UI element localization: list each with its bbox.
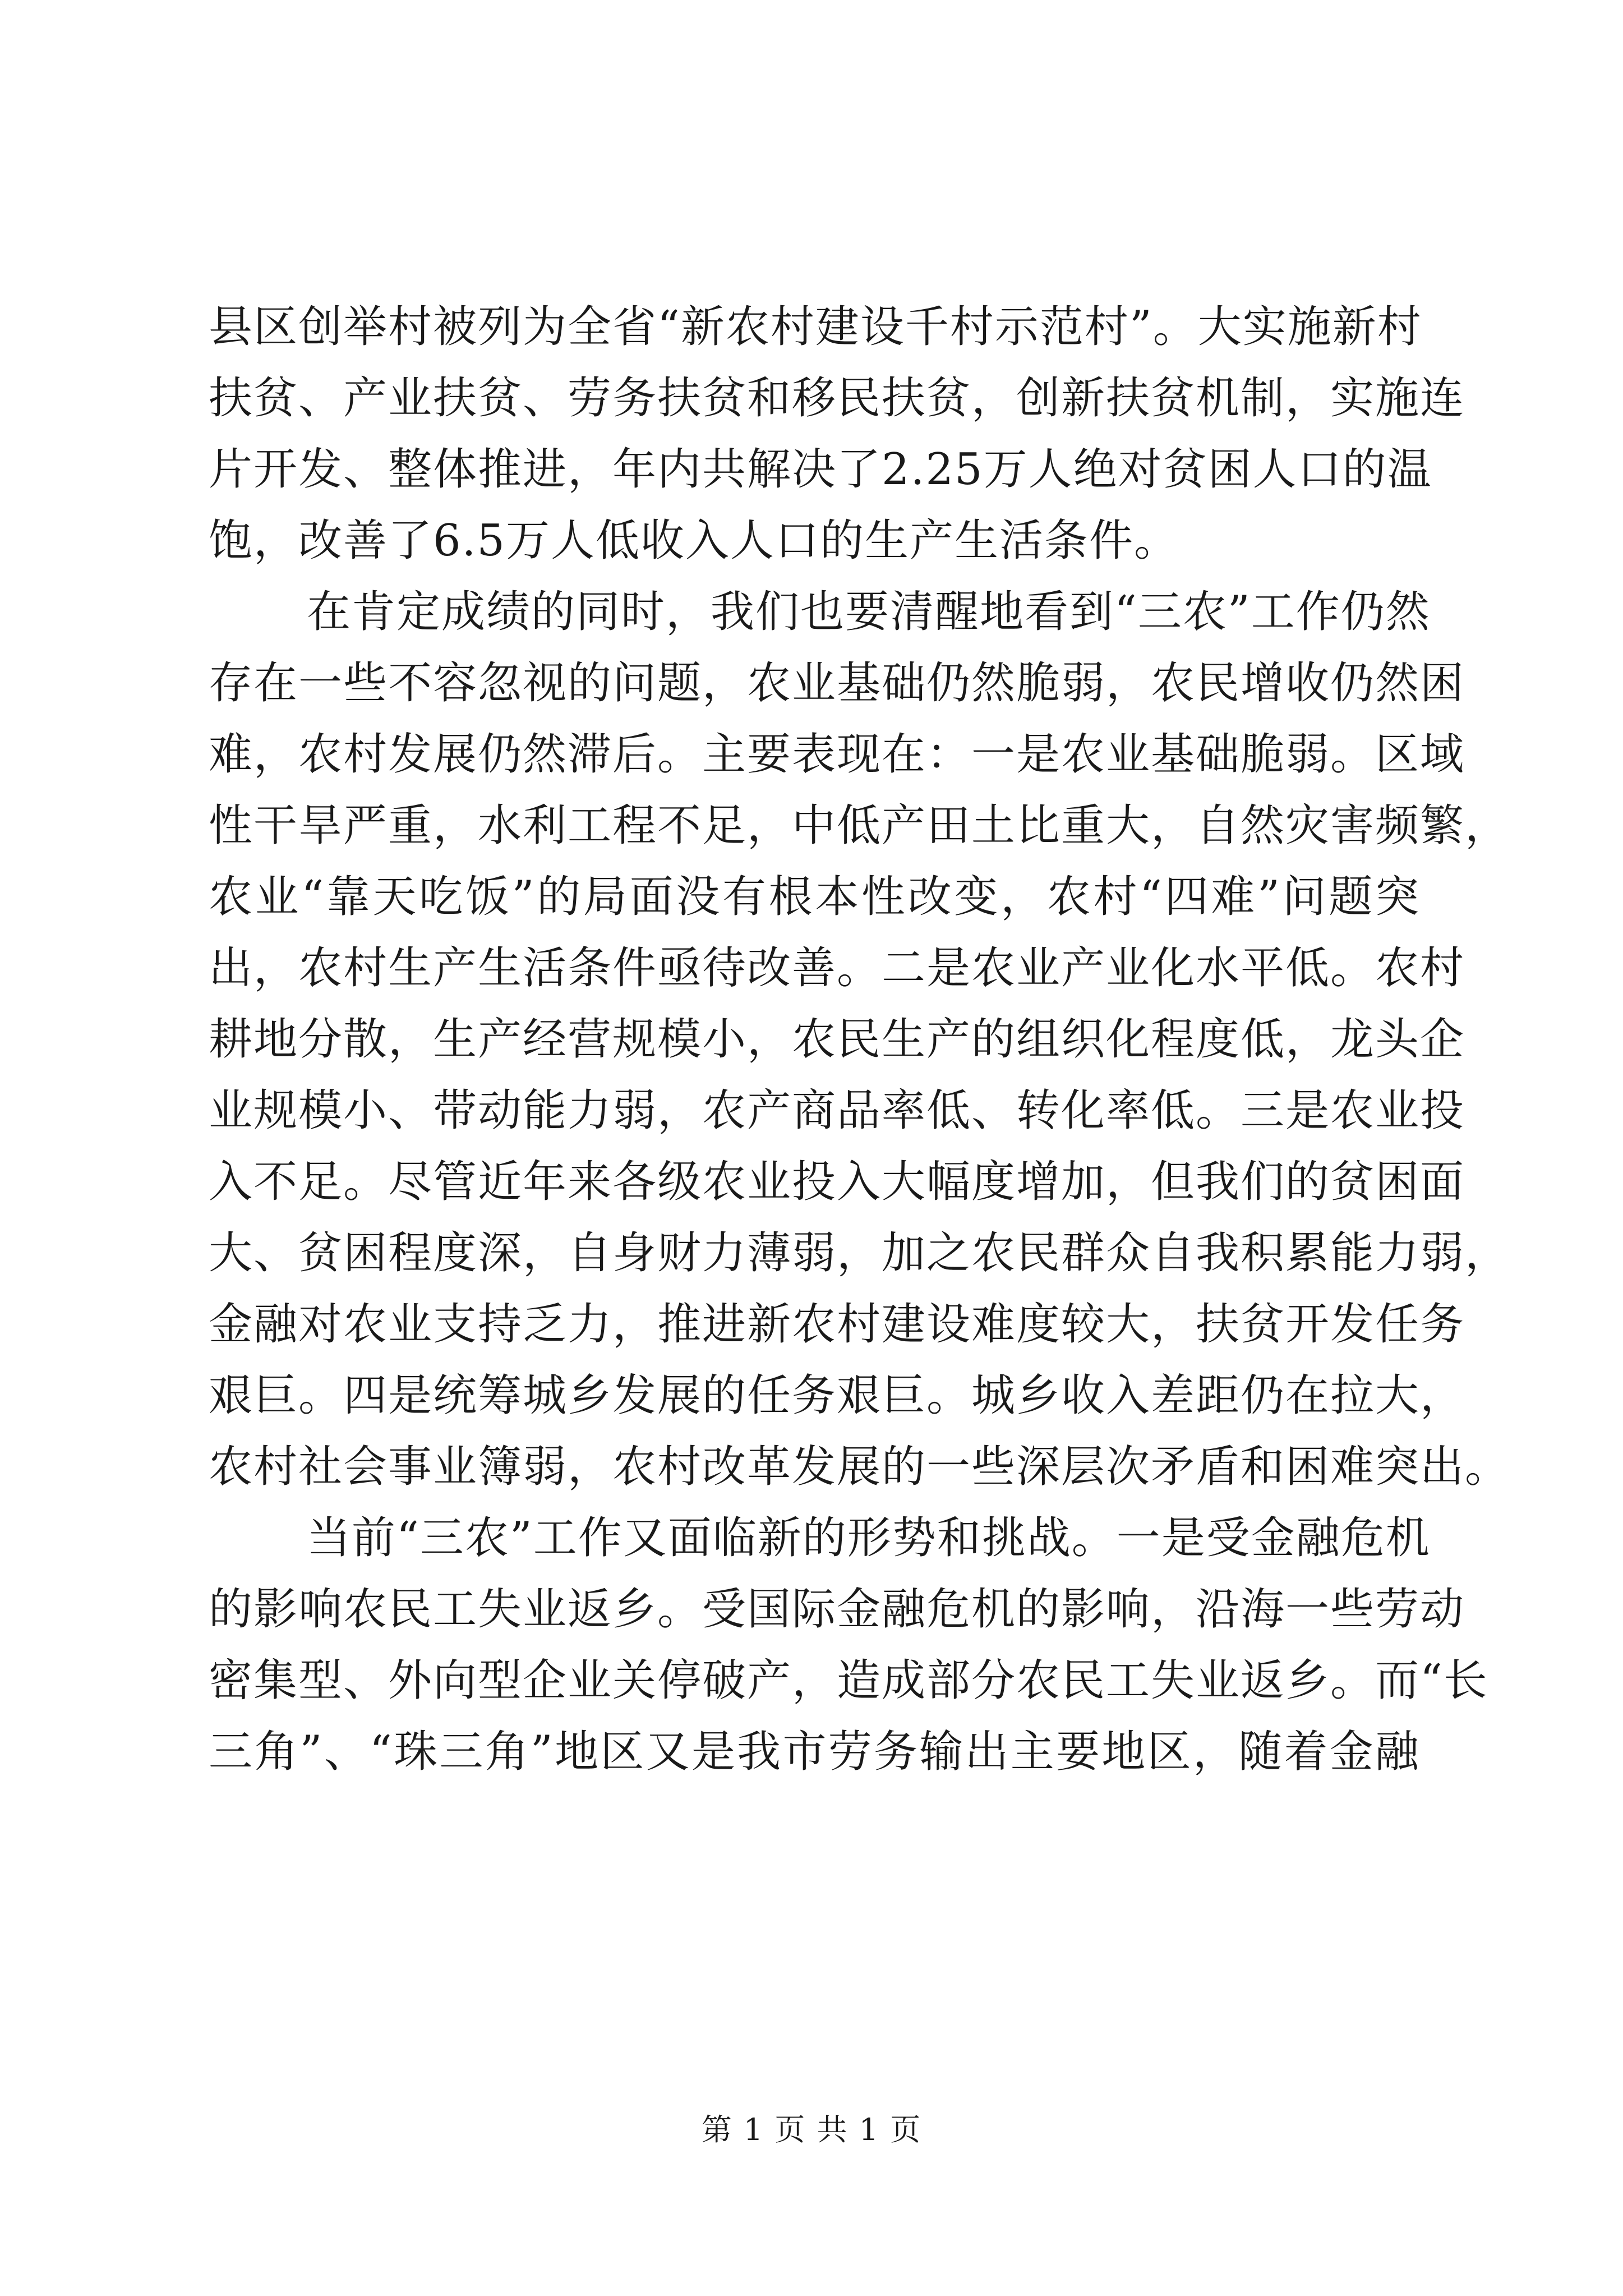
text-line: 业规模小、带动能力弱，农产商品率低、转化率低。三是农业投	[209, 1085, 1465, 1136]
text-line: 的影响农民工失业返乡。受国际金融危机的影响，沿海一些劳动	[209, 1584, 1465, 1635]
text-line: 出，农村生产生活条件亟待改善。二是农业产业化水平低。农村	[209, 943, 1465, 993]
text-line: 农业“靠天吃饭”的局面没有根本性改变，农村“四难”问题突	[209, 872, 1420, 922]
text-line: 扶贫、产业扶贫、劳务扶贫和移民扶贫，创新扶贫机制，实施连	[209, 373, 1465, 424]
text-line: 存在一些不容忽视的问题，农业基础仍然脆弱，农民增收仍然困	[209, 658, 1465, 708]
text-line: 农村社会事业簿弱，农村改革发展的一些深层次矛盾和困难突出。	[209, 1442, 1510, 1492]
page-number: 第 1 页 共 1 页	[701, 2112, 922, 2147]
text-line: 性干旱严重，水利工程不足，中低产田土比重大，自然灾害频繁，	[209, 800, 1510, 851]
text-line: 艰巨。四是统筹城乡发展的任务艰巨。城乡收入差距仍在拉大，	[209, 1370, 1465, 1421]
text-line: 密集型、外向型企业关停破产，造成部分农民工失业返乡。而“长	[209, 1655, 1488, 1706]
paragraph-1	[209, 292, 1465, 577]
text-line: 入不足。尽管近年来各级农业投入大幅度增加，但我们的贫困面	[209, 1157, 1465, 1207]
text-line: 饱，改善了6.5万人低收入人口的生产生活条件。	[209, 516, 1179, 566]
text-line: 三角”、“珠三角”地区又是我市劳务输出主要地区，随着金融	[209, 1727, 1420, 1777]
text-line: 金融对农业支持乏力，推进新农村建设难度较大，扶贫开发任务	[209, 1299, 1465, 1350]
text-line: 耕地分散，生产经营规模小，农民生产的组织化程度低，龙头企	[209, 1014, 1465, 1065]
text-line: 在肯定成绩的同时，我们也要清醒地看到“三农”工作仍然	[307, 587, 1431, 637]
text-line: 片开发、整体推进，年内共解决了2.25万人绝对贫困人口的温	[209, 444, 1432, 495]
body-text	[209, 292, 1510, 1788]
text-line: 县区创举村被列为全省“新农村建设千村示范村”。大实施新村	[209, 302, 1422, 352]
text-line: 难，农村发展仍然滞后。主要表现在：一是农业基础脆弱。区域	[209, 729, 1465, 780]
text-line: 当前“三农”工作又面临新的形势和挑战。一是受金融危机	[307, 1513, 1431, 1563]
paragraph-2	[209, 577, 1510, 1503]
page-footer	[0, 2110, 1623, 2150]
text-line: 大、贫困程度深，自身财力薄弱，加之农民群众自我积累能力弱，	[209, 1228, 1510, 1278]
paragraph-3	[209, 1503, 1488, 1788]
